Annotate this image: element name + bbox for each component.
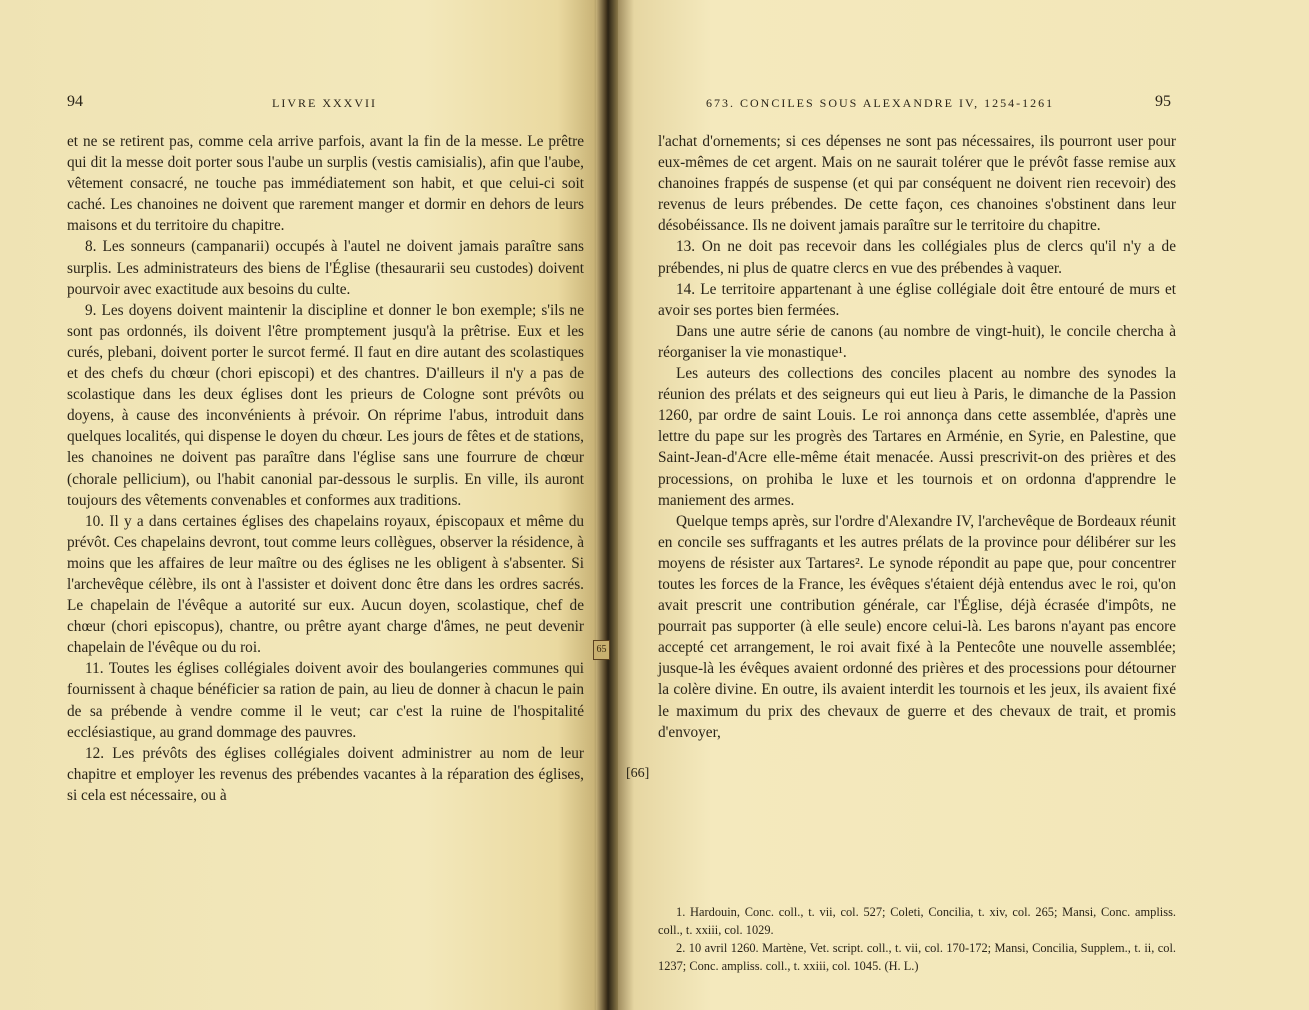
paragraph: 10. Il y a dans certaines églises des chapelains royaux, épiscopaux et même du prévôt. Ces chapelains devront, tout comme leurs collègues, observer la résidence, à moins que les affaires de leur maître ou des églises ne les obligent à s'absenter. Si l'archevêque célèbre, ils ont à l'assister et doivent donc être dans les ordres sacrés. Le chapelain de l'évêque a autorité sur eux. Aucun doyen, scolastique, chef de chœur (chori episcopus), chantre, ou prêtre ayant charge d'âmes, ne peut devenir chapelain de l'évêque ou du roi. <box>67 512 584 657</box>
margin-page-marker: 65 <box>593 640 610 660</box>
left-page <box>0 0 606 1010</box>
footnote: 1. Hardouin, Conc. coll., t. vii, col. 527; Coleti, Concilia, t. xiv, col. 265; Mansi, Conc. ampliss. coll., t. xxiii, col. 1029. <box>658 905 1176 937</box>
paragraph: l'achat d'ornements; si ces dépenses ne sont pas nécessaires, ils pourront user pour eux-mêmes de cet argent. Mais on ne saurait tolérer que le prévôt fasse remise aux chanoines frappés de suspense (et qui par conséquent ne doivent rien recevoir) des revenus de leurs prébendes. De cette façon, ces chanoines s'obstinent dans leur désobéissance. Ils ne doivent jamais paraître sur le territoire du chapitre. <box>658 133 1176 235</box>
paragraph: 14. Le territoire appartenant à une église collégiale doit être entouré de murs et avoir ses portes bien fermées. <box>658 280 1176 319</box>
book-gutter <box>596 0 618 1010</box>
paragraph: Dans une autre série de canons (au nombre de vingt-huit), le concile chercha à réorganiser la vie monastique¹. <box>658 322 1176 361</box>
paragraph: 12. Les prévôts des églises collégiales doivent administrer au nom de leur chapitre et employer les revenus des prébendes vacantes à la réparation des églises, si cela est nécessaire, ou à <box>67 744 584 804</box>
footnotes <box>658 903 1176 975</box>
paragraph: Quelque temps après, sur l'ordre d'Alexandre IV, l'archevêque de Bordeaux réunit en concile ses suffragants et les autres prélats de la province pour délibérer sur les moyens de résister aux Tartares². Le synode répondit au pape que, pour concentrer toutes les forces de la France, les évêques s'étaient déjà entendus avec le roi, qu'on avait prescrit une contribution générale, car l'Église, déjà écrasée d'impôts, ne pourrait pas supporter (à elle seule) encore celui-là. Les barons n'ayant pas encore accepté cet arrangement, le roi avait fixé à la Pentecôte une nouvelle assemblée; jusque-là les évêques avaient ordonné des prières et des processions pour détourner la colère divine. En outre, ils avaient interdit les tournois et les jeux, ils avaient fixé le maximum du prix des chevaux de guerre et des chevaux de trait, et promis d'envoyer, <box>658 512 1176 741</box>
paragraph: 11. Toutes les églises collégiales doivent avoir des boulangeries communes qui fournissent à chaque bénéficier sa ration de pain, au lieu de donner à chacun le pain de sa prébende à vendre comme il le veut; car c'est la ruine de l'hospitalité ecclésiastique, au grand dommage des pauvres. <box>67 660 584 741</box>
body-text <box>67 131 584 806</box>
page-number: 94 <box>67 93 83 110</box>
page-number: 95 <box>1155 93 1171 110</box>
right-page <box>606 0 1309 1010</box>
paragraph: et ne se retirent pas, comme cela arrive parfois, avant la fin de la messe. Le prêtre qui dit la messe doit porter sous l'aube un surplis (vestis camisialis), afin que l'aube, vêtement consacré, ne touche pas immédiatement son habit, et que celui-ci soit caché. Les chanoines ne doivent que rarement manger et dormir en dehors de leurs maisons et du territoire du chapitre. <box>67 133 584 235</box>
margin-page-marker: [66] <box>626 766 650 781</box>
paragraph: 8. Les sonneurs (campanarii) occupés à l'autel ne doivent jamais paraître sans surplis. Les administrateurs des biens de l'Église (thesaurarii seu custodes) doivent pourvoir avec exactitude aux besoins du culte. <box>67 238 584 298</box>
paragraph: 13. On ne doit pas recevoir dans les collégiales plus de clercs qu'il n'y a de prébendes, ni plus de quatre clercs en vue des prébendes à vaquer. <box>658 238 1176 277</box>
footnote: 2. 10 avril 1260. Martène, Vet. script. coll., t. vii, col. 170-172; Mansi, Concilia, Supplem., t. ii, col. 1237; Conc. ampliss. coll., t. xxiii, col. 1045. (H. L.) <box>658 941 1176 973</box>
running-head: 673. CONCILES SOUS ALEXANDRE IV, 1254-1261 <box>706 96 1055 110</box>
body-text <box>658 131 1176 743</box>
paragraph: 9. Les doyens doivent maintenir la discipline et donner le bon exemple; s'ils ne sont pas ordonnés, ils doivent l'être promptement jusqu'à la prêtrise. Eux et les curés, plebani, doivent porter le surcot fermé. Il faut en dire autant des scolastiques et des chefs du chœur (chori episcopi) et des chantres. D'ailleurs il n'y a pas de scolastique dans les deux églises dont les prieurs de Cologne sont prévôts ou doyens, à cause des inconvénients à prévoir. On réprime l'abus, introduit dans quelques localités, qui dispense le doyen du chœur. Les jours de fêtes et de stations, les chanoines ne doivent pas paraître dans l'église sans une fourrure de chœur (chorale pellicium), ou l'habit canonial par-dessous le surplis. En ville, ils auront toujours des vêtements convenables et conformes aux traditions. <box>67 301 584 509</box>
paragraph: Les auteurs des collections des conciles placent au nombre des synodes la réunion des prélats et des seigneurs qui eut lieu à Paris, le dimanche de la Passion 1260, par ordre de saint Louis. Le roi annonça dans cette assemblée, d'après une lettre du pape sur les progrès des Tartares en Arménie, en Syrie, en Palestine, que Saint-Jean-d'Acre elle-même était menacée. Aussi prescrivit-on des prières et des processions, on prohiba le luxe et les tournois et on ordonna d'apprendre le maniement des armes. <box>658 365 1176 509</box>
running-head: LIVRE XXXVII <box>272 96 377 110</box>
